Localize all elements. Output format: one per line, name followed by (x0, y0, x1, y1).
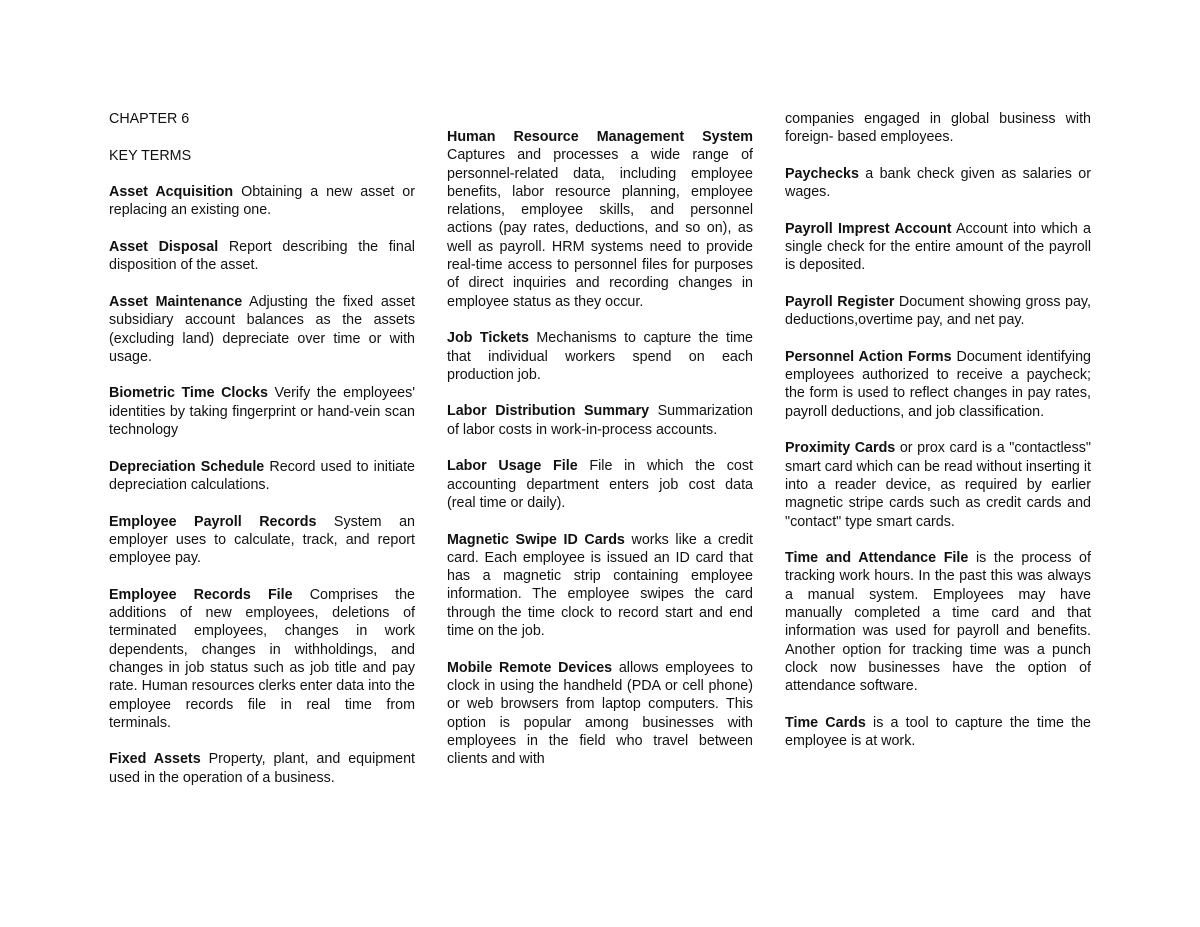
definition: allows employees to clock in using the handheld (PDA or cell phone) or web browsers from laptop computers. This option is popular among businesses with employees in the field who travel between clients and with (447, 659, 753, 768)
definition: Document showing gross pay, deductions,overtime pay, and net pay. (785, 293, 1091, 329)
definition: Verify the employees' identities by taking fingerprint or hand-vein scan technology (109, 385, 415, 439)
term: Job Tickets (447, 330, 529, 347)
definition: Account into which a single check for the entire amount of the payroll is deposited. (785, 220, 1091, 274)
continued-text: companies engaged in global business with foreign- based employees. (785, 111, 1091, 146)
definition: System an employer uses to calculate, track, and report employee pay. (109, 513, 415, 567)
term: Asset Maintenance (109, 293, 243, 310)
term: Depreciation Schedule (109, 458, 265, 475)
section-heading: KEY TERMS (109, 147, 192, 164)
definition: is a tool to capture the time the employee is at work. (785, 714, 1091, 750)
glossary-entry (447, 457, 753, 512)
glossary-entry (785, 549, 1091, 695)
definition: works like a credit card. Each employee is issued an ID card that has a magnetic strip containing employee information. The employee swipes the card through the time clock to record start and end time on the job. (447, 531, 753, 640)
definition: Property, plant, and equipment used in the operation of a business. (109, 751, 415, 786)
glossary-entry (109, 750, 415, 787)
glossary-entry (785, 348, 1091, 421)
column-1 (109, 110, 415, 787)
term: Fixed Assets (109, 751, 201, 768)
column-2 (447, 128, 753, 768)
term: Human Resource Management System (447, 129, 753, 145)
definition: Adjusting the fixed asset subsidiary account balances as the assets (excluding land) depreciate over time or with usage. (109, 293, 416, 365)
definition: is the process of tracking work hours. In the past this was always a manual system. Employees may have manually completed a time card and that information was used for payroll and benefits. Another option for tracking time was a punch clock now businesses have the option of attendance software. (785, 550, 1091, 695)
term: Paychecks (785, 165, 859, 182)
glossary-entry (447, 531, 753, 641)
column-3 (785, 110, 1091, 750)
definition: Record used to initiate depreciation calculations. (109, 458, 415, 493)
term: Payroll Register (785, 293, 895, 310)
term: Employee Payroll Records (109, 513, 317, 530)
term: Employee Records File (109, 586, 293, 603)
glossary-entry (109, 183, 415, 220)
definition: File in which the cost accounting department enters job cost data (real time or daily). (447, 458, 753, 511)
glossary-entry (785, 439, 1091, 530)
glossary-entry (785, 293, 1091, 330)
definition: Captures and processes a wide range of personnel-related data, including employee benefits, labor resource planning, employee relations, employee skills, and personnel actions (pay rates, deductions, and so on), as well as payroll. HRM systems need to provide real-time access to personnel files for purposes of direct inquiries and recording changes in employee status as they occur. (447, 147, 753, 310)
definition: Mechanisms to capture the time that individual workers spend on each production job. (447, 330, 753, 383)
term: Magnetic Swipe ID Cards (447, 531, 625, 548)
glossary-entry (785, 220, 1091, 275)
definition: Comprises the additions of new employees, deletions of terminated employees, changes in work dependents, changes in withholdings, and changes in job status such as job title and pay rate. Human resources clerks enter data into the employee records file in real time from terminals. (109, 586, 416, 731)
definition: Summarization of labor costs in work-in-process accounts. (447, 403, 753, 438)
definition: a bank check given as salaries or wages. (785, 165, 1091, 201)
glossary-entry (447, 128, 753, 311)
definition: Document identifying employees authorized to receive a paycheck; the form is used to reflect changes in pay rates, payroll deductions, and job classification. (785, 348, 1091, 420)
term: Time and Attendance File (785, 550, 969, 567)
glossary-entry (447, 329, 753, 384)
term: Labor Distribution Summary (447, 403, 650, 420)
glossary-entry (109, 293, 415, 366)
glossary-entry (109, 384, 415, 439)
glossary-entry (109, 586, 415, 732)
glossary-entry (109, 513, 415, 568)
glossary-entry (785, 714, 1091, 751)
term: Mobile Remote Devices (447, 659, 613, 676)
glossary-entry (109, 238, 415, 275)
term: Payroll Imprest Account (785, 220, 952, 237)
term: Biometric Time Clocks (109, 385, 268, 402)
chapter-heading: CHAPTER 6 (109, 111, 190, 127)
glossary-entry (785, 165, 1091, 202)
glossary-entry (447, 402, 753, 439)
glossary-entry (447, 659, 753, 769)
term: Asset Disposal (109, 239, 219, 256)
term: Proximity Cards (785, 440, 896, 457)
term: Labor Usage File (447, 458, 578, 475)
definition: Obtaining a new asset or replacing an existing one. (109, 184, 416, 219)
term: Personnel Action Forms (785, 348, 952, 365)
term: Asset Acquisition (109, 184, 234, 201)
definition: Report describing the final disposition of the asset. (109, 239, 415, 274)
term: Time Cards (785, 714, 866, 731)
definition: or prox card is a "contactless" smart card which can be read without inserting it into a reader device, as required by earlier magnetic stripe cards such as credit cards and "contact" type smart cards. (785, 440, 1091, 530)
glossary-entry (109, 458, 415, 495)
